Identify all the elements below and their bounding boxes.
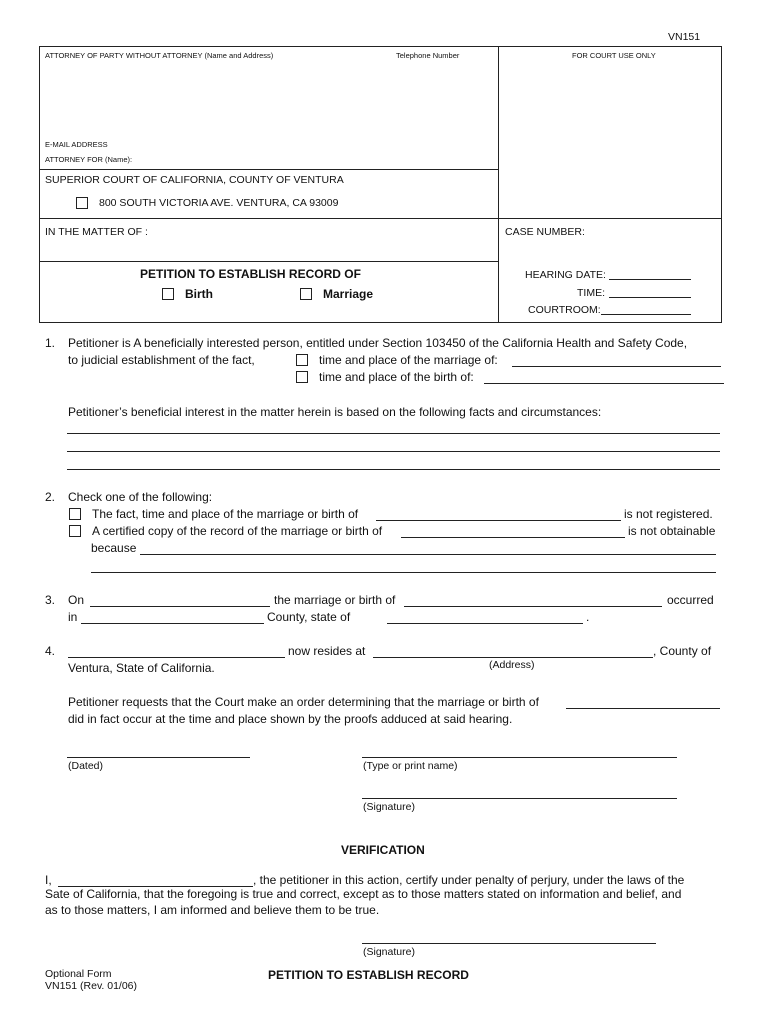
item2-option-b-post: is not obtainable (628, 524, 716, 538)
item1-line1: Petitioner is A beneficially interested person, entitled under Section 103450 of the California Health and Safety Code, (68, 336, 688, 350)
footer-optional-form: Optional Form (45, 968, 112, 980)
court-address-checkbox[interactable] (76, 197, 88, 209)
verification-line2: Sate of California, that the foregoing is true and correct, except as to those matters stated on information and belief, and (45, 887, 682, 901)
item4-county-of: , County of (653, 644, 712, 658)
item3-on: On (68, 593, 85, 607)
item1-marriage-field[interactable] (512, 366, 721, 367)
interest-line[interactable] (67, 433, 720, 434)
time-label: TIME: (577, 287, 605, 299)
footer-rev: VN151 (Rev. 01/06) (45, 980, 138, 992)
item3-in: in (68, 610, 78, 624)
request-line2: did in fact occur at the time and place shown by the proofs adduced at said hearing. (68, 712, 513, 726)
item3-marriage-birth: the marriage or birth of (274, 593, 396, 607)
item4-ventura: Ventura, State of California. (68, 661, 215, 675)
item4-now-resides: now resides at (288, 644, 366, 658)
attorney-label: ATTORNEY OF PARTY WITHOUT ATTORNEY (Name and Address) (45, 51, 274, 60)
attorney-for-label: ATTORNEY FOR (Name): (45, 155, 133, 164)
marriage-option-label: Marriage (323, 287, 374, 301)
email-label: E-MAIL ADDRESS (45, 140, 108, 149)
item4-name-field[interactable] (68, 657, 285, 658)
item1-birth-field[interactable] (484, 383, 724, 384)
form-id: VN151 (668, 31, 701, 43)
item2-option-a-checkbox[interactable] (69, 508, 81, 520)
item3-occurred: occurred (667, 593, 714, 607)
item2-number: 2. (45, 490, 56, 504)
item3-number: 3. (45, 593, 56, 607)
item1-number: 1. (45, 336, 56, 350)
verification-i: I, (45, 873, 52, 887)
court-address: 800 SOUTH VICTORIA AVE. VENTURA, CA 93009 (99, 197, 339, 209)
dated-field[interactable] (67, 757, 250, 758)
item1-birth-label: time and place of the birth of: (319, 370, 474, 384)
item2-intro: Check one of the following: (68, 490, 213, 504)
verification-signature-field[interactable] (362, 943, 656, 944)
header-rule (39, 169, 499, 170)
marriage-checkbox[interactable] (300, 288, 312, 300)
verification-title: VERIFICATION (341, 843, 425, 857)
type-name-field[interactable] (362, 757, 677, 758)
item1-marriage-label: time and place of the marriage of: (319, 353, 498, 367)
item2-because: because (91, 541, 137, 555)
hearing-date-field[interactable] (609, 279, 691, 280)
item1-birth-checkbox[interactable] (296, 371, 308, 383)
interest-line[interactable] (67, 469, 720, 470)
header-divider (498, 46, 499, 322)
header-rule (39, 261, 499, 262)
item4-number: 4. (45, 644, 56, 658)
birth-checkbox[interactable] (162, 288, 174, 300)
item1-line2: to judicial establishment of the fact, (68, 353, 255, 367)
item2-option-b-checkbox[interactable] (69, 525, 81, 537)
item3-state-field[interactable] (387, 623, 583, 624)
item4-address-field[interactable] (373, 657, 653, 658)
court-use-label: FOR COURT USE ONLY (572, 51, 656, 60)
court-name: SUPERIOR COURT OF CALIFORNIA, COUNTY OF VENTURA (45, 174, 344, 186)
case-number-label: CASE NUMBER: (505, 226, 585, 238)
item2-option-a-text: The fact, time and place of the marriage or birth of (92, 507, 359, 521)
item3-name-field[interactable] (404, 606, 662, 607)
petition-title: PETITION TO ESTABLISH RECORD OF (140, 267, 361, 281)
signature-label: (Signature) (363, 801, 415, 813)
courtroom-label: COURTROOM: (528, 304, 601, 316)
item2-option-a-post: is not registered. (624, 507, 713, 521)
request-line1: Petitioner requests that the Court make an order determining that the marriage or birth of (68, 695, 539, 709)
time-field[interactable] (609, 297, 691, 298)
interest-line[interactable] (67, 451, 720, 452)
item2-because-field[interactable] (140, 554, 716, 555)
courtroom-field[interactable] (601, 314, 691, 315)
hearing-date-label: HEARING DATE: (525, 269, 606, 281)
matter-label: IN THE MATTER OF : (45, 226, 148, 238)
item2-option-b-text: A certified copy of the record of the marriage or birth of (92, 524, 383, 538)
item2-because-field[interactable] (91, 572, 716, 573)
telephone-label: Telephone Number (396, 51, 460, 60)
item2-option-a-field[interactable] (376, 520, 621, 521)
item3-county-state: County, state of (267, 610, 351, 624)
verification-line3: as to those matters, I am informed and believe them to be true. (45, 903, 380, 917)
item3-period: . (586, 610, 590, 624)
dated-label: (Dated) (68, 760, 104, 772)
request-name-field[interactable] (566, 708, 720, 709)
item1-interest-text: Petitioner’s beneficial interest in the matter herein is based on the following facts and circumstances: (68, 405, 602, 419)
type-name-label: (Type or print name) (363, 760, 458, 772)
item2-option-b-field[interactable] (401, 537, 625, 538)
item1-marriage-checkbox[interactable] (296, 354, 308, 366)
verification-line1: , the petitioner in this action, certify under penalty of perjury, under the laws of the (253, 873, 685, 887)
verification-signature-label: (Signature) (363, 946, 415, 958)
item3-county-field[interactable] (81, 623, 264, 624)
footer-title: PETITION TO ESTABLISH RECORD (268, 968, 469, 982)
signature-field[interactable] (362, 798, 677, 799)
item3-date-field[interactable] (90, 606, 270, 607)
birth-option-label: Birth (185, 287, 213, 301)
header-rule (39, 218, 721, 219)
item4-address-label: (Address) (489, 659, 535, 671)
